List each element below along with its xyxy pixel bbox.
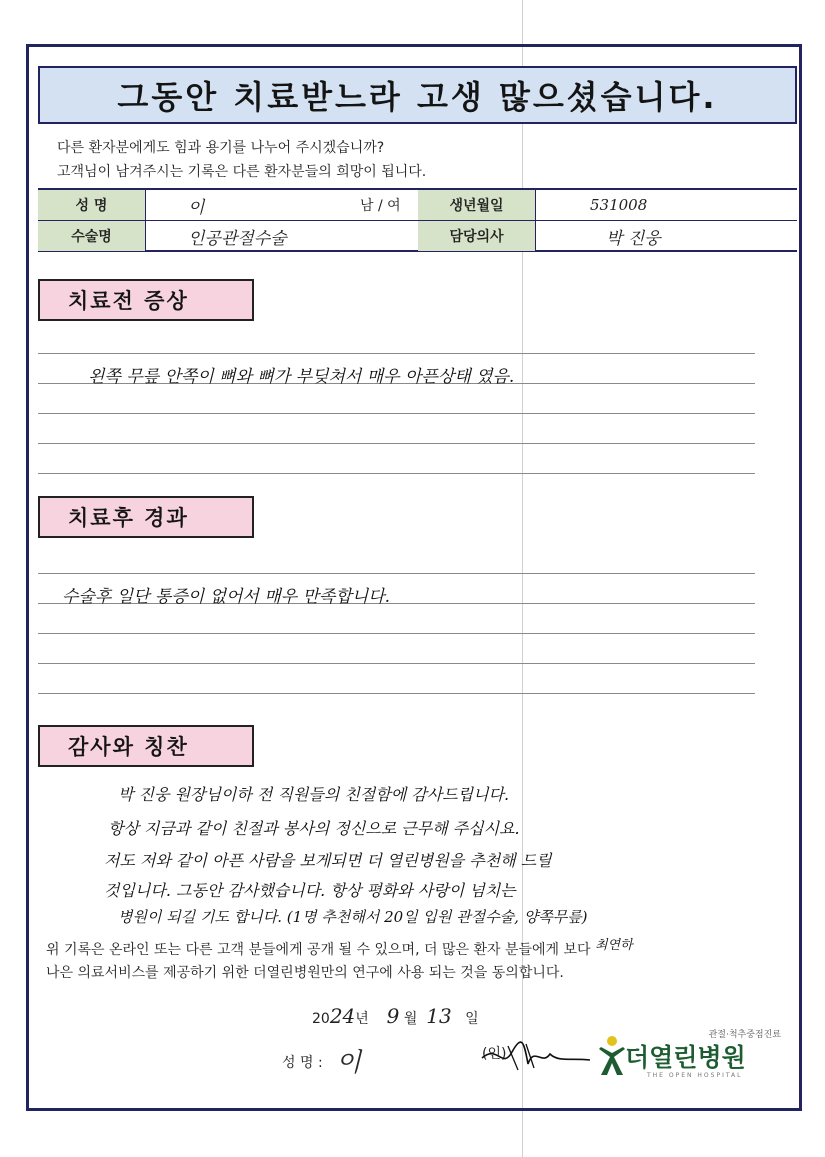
- day-unit: 일: [465, 1011, 479, 1027]
- ruled-line: [38, 633, 755, 634]
- birth-label: 생년월일: [418, 190, 536, 220]
- hospital-logo: [597, 1027, 783, 1085]
- day-value: 13: [426, 1004, 452, 1028]
- signature-name: 이: [336, 1048, 362, 1078]
- thanks-line-1: 박 진웅 원장님이하 전 직원들의 친절함에 감사드립니다.: [118, 785, 510, 804]
- ruled-line: [38, 353, 755, 354]
- info-row-2: [38, 221, 797, 251]
- handwritten-signature: [478, 1036, 594, 1076]
- thanks-line-3: 저도 저와 같이 아픈 사람을 보게되면 더 열린병원을 추천해 드릴: [104, 851, 552, 870]
- intro-line-1: 다른 환자분에게도 힘과 용기를 나누어 주시겠습니까?: [57, 140, 385, 156]
- thanks-line-2: 항상 지금과 같이 친절과 봉사의 정신으로 근무해 주십시요.: [108, 819, 520, 838]
- signature-date: [312, 1004, 479, 1028]
- name-value: 이: [188, 197, 205, 218]
- thanks-line-4: 것입니다. 그동안 감사했습니다. 항상 평화와 사랑이 넘치는: [104, 881, 516, 900]
- logo-name: 더열린병원: [625, 1043, 746, 1072]
- patient-info-table: [38, 188, 797, 252]
- ruled-line: [38, 413, 755, 414]
- year-prefix: 20: [312, 1011, 330, 1027]
- consent-line-2: 나은 의료서비스를 제공하기 위한 더열린병원만의 연구에 사용 되는 것을 동의합니다.: [46, 965, 564, 981]
- surgery-label: 수술명: [38, 221, 146, 251]
- section-thanks-title: 감사와 칭찬: [38, 725, 254, 767]
- logo-figure-icon: [597, 1035, 627, 1079]
- ruled-line: [38, 693, 755, 694]
- intro-line-2: 고객님이 남겨주시는 기록은 다른 환자분들의 희망이 됩니다.: [57, 164, 427, 180]
- before-text: 왼쪽 무릎 안쪽이 뼈와 뼈가 부딪쳐서 매우 아픈상태 였음.: [88, 367, 515, 387]
- thanks-line-5: 병원이 되길 기도 합니다. (1명 추천해서 20일 입원 관절수술, 양쪽무릎): [118, 908, 588, 926]
- ruled-line: [38, 663, 755, 664]
- doctor-label: 담당의사: [418, 221, 536, 251]
- logo-subtitle: THE OPEN HOSPITAL: [647, 1072, 743, 1079]
- birth-value: 531008: [590, 196, 648, 214]
- name-label: 성 명: [38, 190, 146, 220]
- info-row-1: [38, 190, 797, 221]
- surgery-value: 인공관절수술: [188, 228, 287, 249]
- ruled-line: [38, 473, 755, 474]
- month-value: 9: [386, 1004, 400, 1028]
- consent-handwritten-note: 최연하: [595, 938, 633, 953]
- page-title: 그동안 치료받느라 고생 많으셨습니다.: [38, 66, 797, 124]
- month-unit: 월: [403, 1011, 418, 1027]
- doctor-value: 박 진웅: [606, 228, 661, 249]
- after-text: 수술후 일단 통증이 없어서 매우 만족합니다.: [62, 587, 391, 607]
- logo-tagline: 관절·척추중점진료: [708, 1030, 781, 1040]
- year-value: 24: [329, 1004, 356, 1028]
- seal-mark: (인): [482, 1046, 507, 1062]
- consent-line-1: [46, 934, 633, 959]
- section-after-title: 치료후 경과: [38, 496, 254, 538]
- year-unit: 년: [355, 1011, 369, 1027]
- ruled-line: [38, 443, 755, 444]
- ruled-line: [38, 573, 755, 574]
- consent-text-1: 위 기록은 온라인 또는 다른 고객 분들에게 공개 될 수 있으며, 더 많은 환자 분들에게 보다: [46, 942, 591, 958]
- signature-label: 성 명 :: [282, 1055, 323, 1071]
- gender-options: 남 / 여: [360, 190, 419, 220]
- section-before-title: 치료전 증상: [38, 279, 254, 321]
